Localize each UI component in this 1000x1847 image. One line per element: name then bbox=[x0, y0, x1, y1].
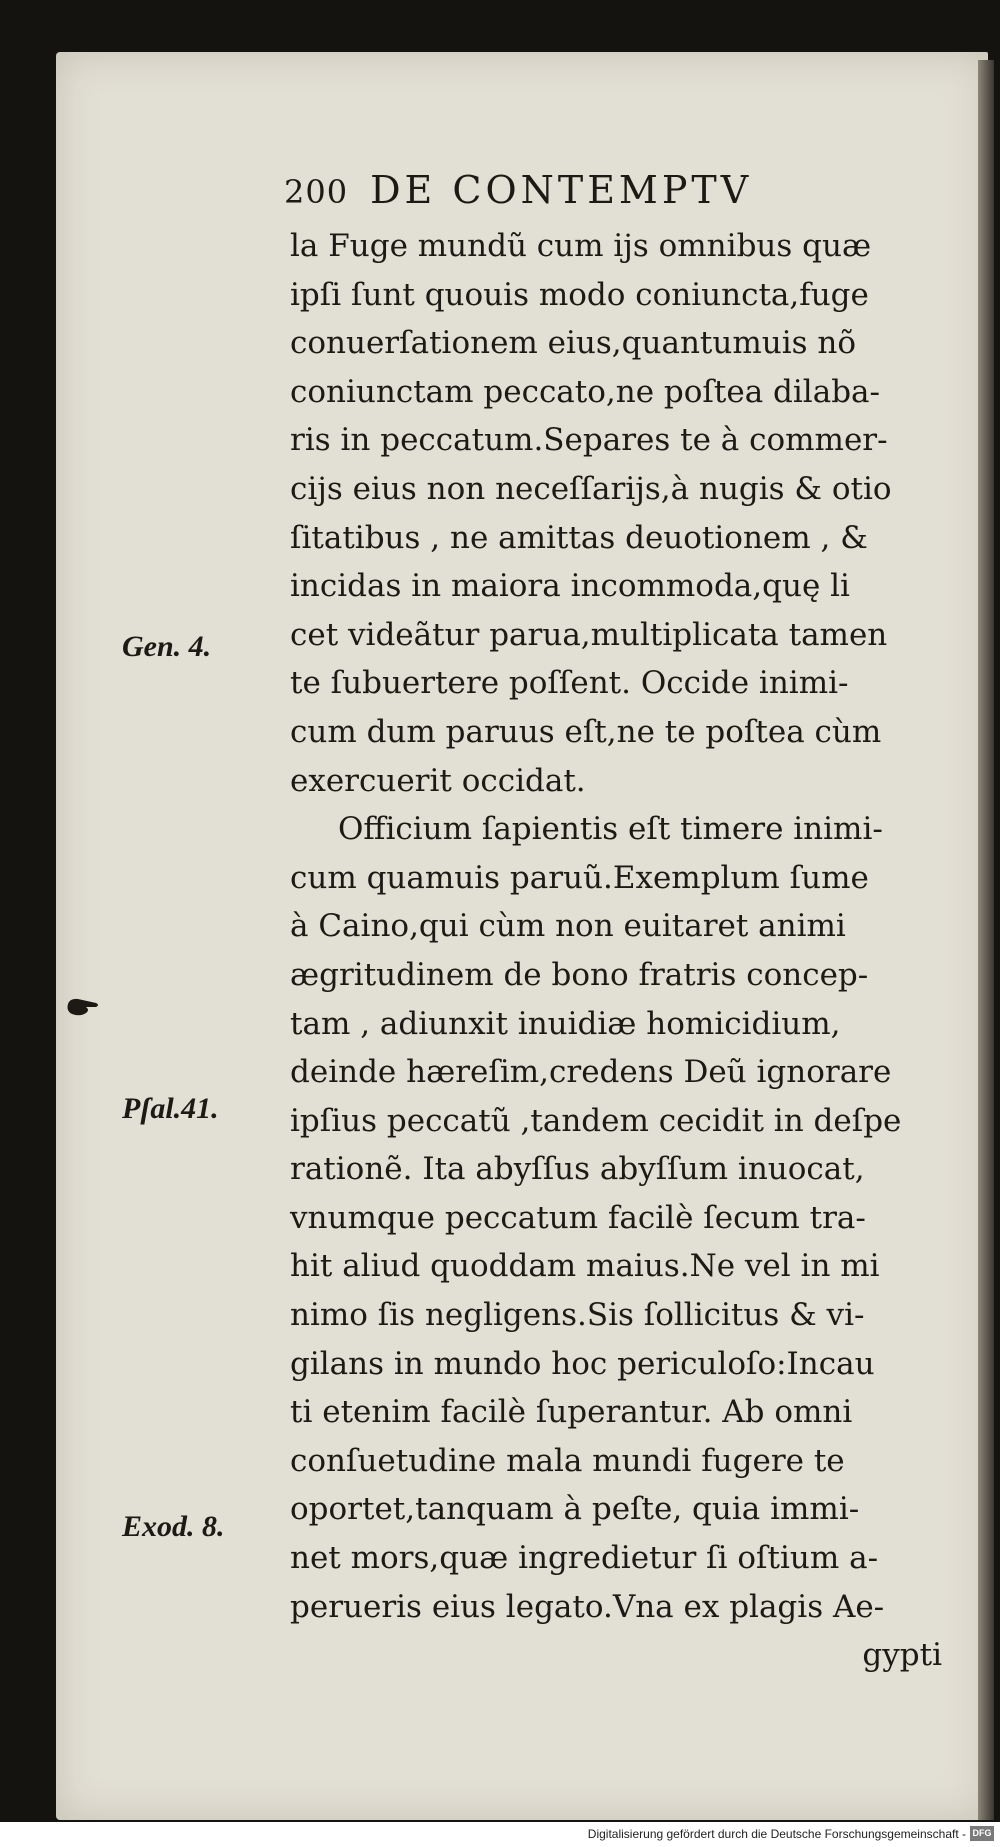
text-line: ſitatibus , ne amittas deuotionem , & bbox=[290, 519, 868, 556]
page-number: 200 bbox=[284, 173, 349, 211]
page-edge-shadow bbox=[978, 60, 994, 1820]
body-text bbox=[290, 222, 950, 1680]
paragraph-start-line: Officium ſapientis eſt timere inimi- bbox=[338, 811, 883, 848]
footer-bar bbox=[0, 1822, 1000, 1847]
running-title: DE CONTEMPTV bbox=[370, 168, 753, 212]
text-line: cum dum paruus eſt,ne te poſtea cùm bbox=[290, 713, 882, 750]
text-line: cum quamuis paruũ.Exemplum ſume bbox=[290, 859, 869, 896]
text-line: tam , adiunxit inuidiæ homicidium, bbox=[290, 1005, 841, 1042]
text-line: la Fuge mundũ cum ijs omnibus quæ bbox=[290, 228, 872, 264]
funding-credit: Digitalisierung gefördert durch die Deutsche Forschungsgemeinschaft - bbox=[587, 1827, 966, 1841]
dfg-logo-badge: DFG bbox=[970, 1826, 994, 1841]
text-line: ris in peccatum.Separes te à commer- bbox=[290, 422, 888, 459]
text-line: ægritudinem de bono fratris concep- bbox=[290, 956, 869, 993]
text-line: exercuerit occidat. bbox=[290, 762, 586, 799]
text-line: à Caino,qui cùm non euitaret animi bbox=[290, 908, 846, 945]
pointing-hand-icon bbox=[66, 994, 100, 1020]
text-line: gilans in mundo hoc periculoſo:Incau bbox=[290, 1345, 875, 1382]
running-head bbox=[284, 168, 752, 212]
text-line: cet videãtur parua,multiplicata tamen bbox=[290, 616, 888, 653]
text-line: hit aliud quoddam maius.Ne vel in mi bbox=[290, 1248, 880, 1285]
text-line: deinde hæreſim,credens Deũ ignorare bbox=[290, 1054, 892, 1091]
catchword: gypti bbox=[862, 1637, 942, 1674]
text-line: net mors,quæ ingredietur ſi oſtium a- bbox=[290, 1540, 879, 1577]
text-line: cijs eius non neceſſarijs,à nugis & otio bbox=[290, 470, 892, 507]
text-line: nimo ſis negligens.Sis ſollicitus & vi- bbox=[290, 1297, 865, 1334]
text-line: perueris eius legato.Vna ex plagis Ae- bbox=[290, 1588, 885, 1625]
margin-note-exodus: Exod. 8. bbox=[122, 1510, 225, 1543]
text-line: te ſubuertere poſſent. Occide inimi- bbox=[290, 665, 849, 702]
text-line: ipſi ſunt quouis modo coniuncta,fuge bbox=[290, 276, 869, 313]
text-line: conuerſationem eius,quantumuis nõ bbox=[290, 325, 857, 362]
text-line: conſuetudine mala mundi fugere te bbox=[290, 1442, 845, 1479]
text-line: vnumque peccatum facilè ſecum tra- bbox=[290, 1199, 866, 1236]
margin-note-genesis: Gen. 4. bbox=[122, 630, 212, 663]
text-line: incidas in maiora incommoda,quę li bbox=[290, 568, 850, 605]
text-line: oportet,tanquam à peſte, quia immi- bbox=[290, 1491, 860, 1528]
margin-note-psalm: Pſal.41. bbox=[122, 1092, 219, 1125]
text-line: rationẽ. Ita abyſſus abyſſum inuocat, bbox=[290, 1151, 865, 1188]
text-line: coniunctam peccato,ne poſtea dilaba- bbox=[290, 373, 880, 410]
text-line: ipſius peccatũ ,tandem cecidit in deſpe bbox=[290, 1102, 902, 1139]
text-line: ti etenim facilè ſuperantur. Ab omni bbox=[290, 1394, 853, 1431]
